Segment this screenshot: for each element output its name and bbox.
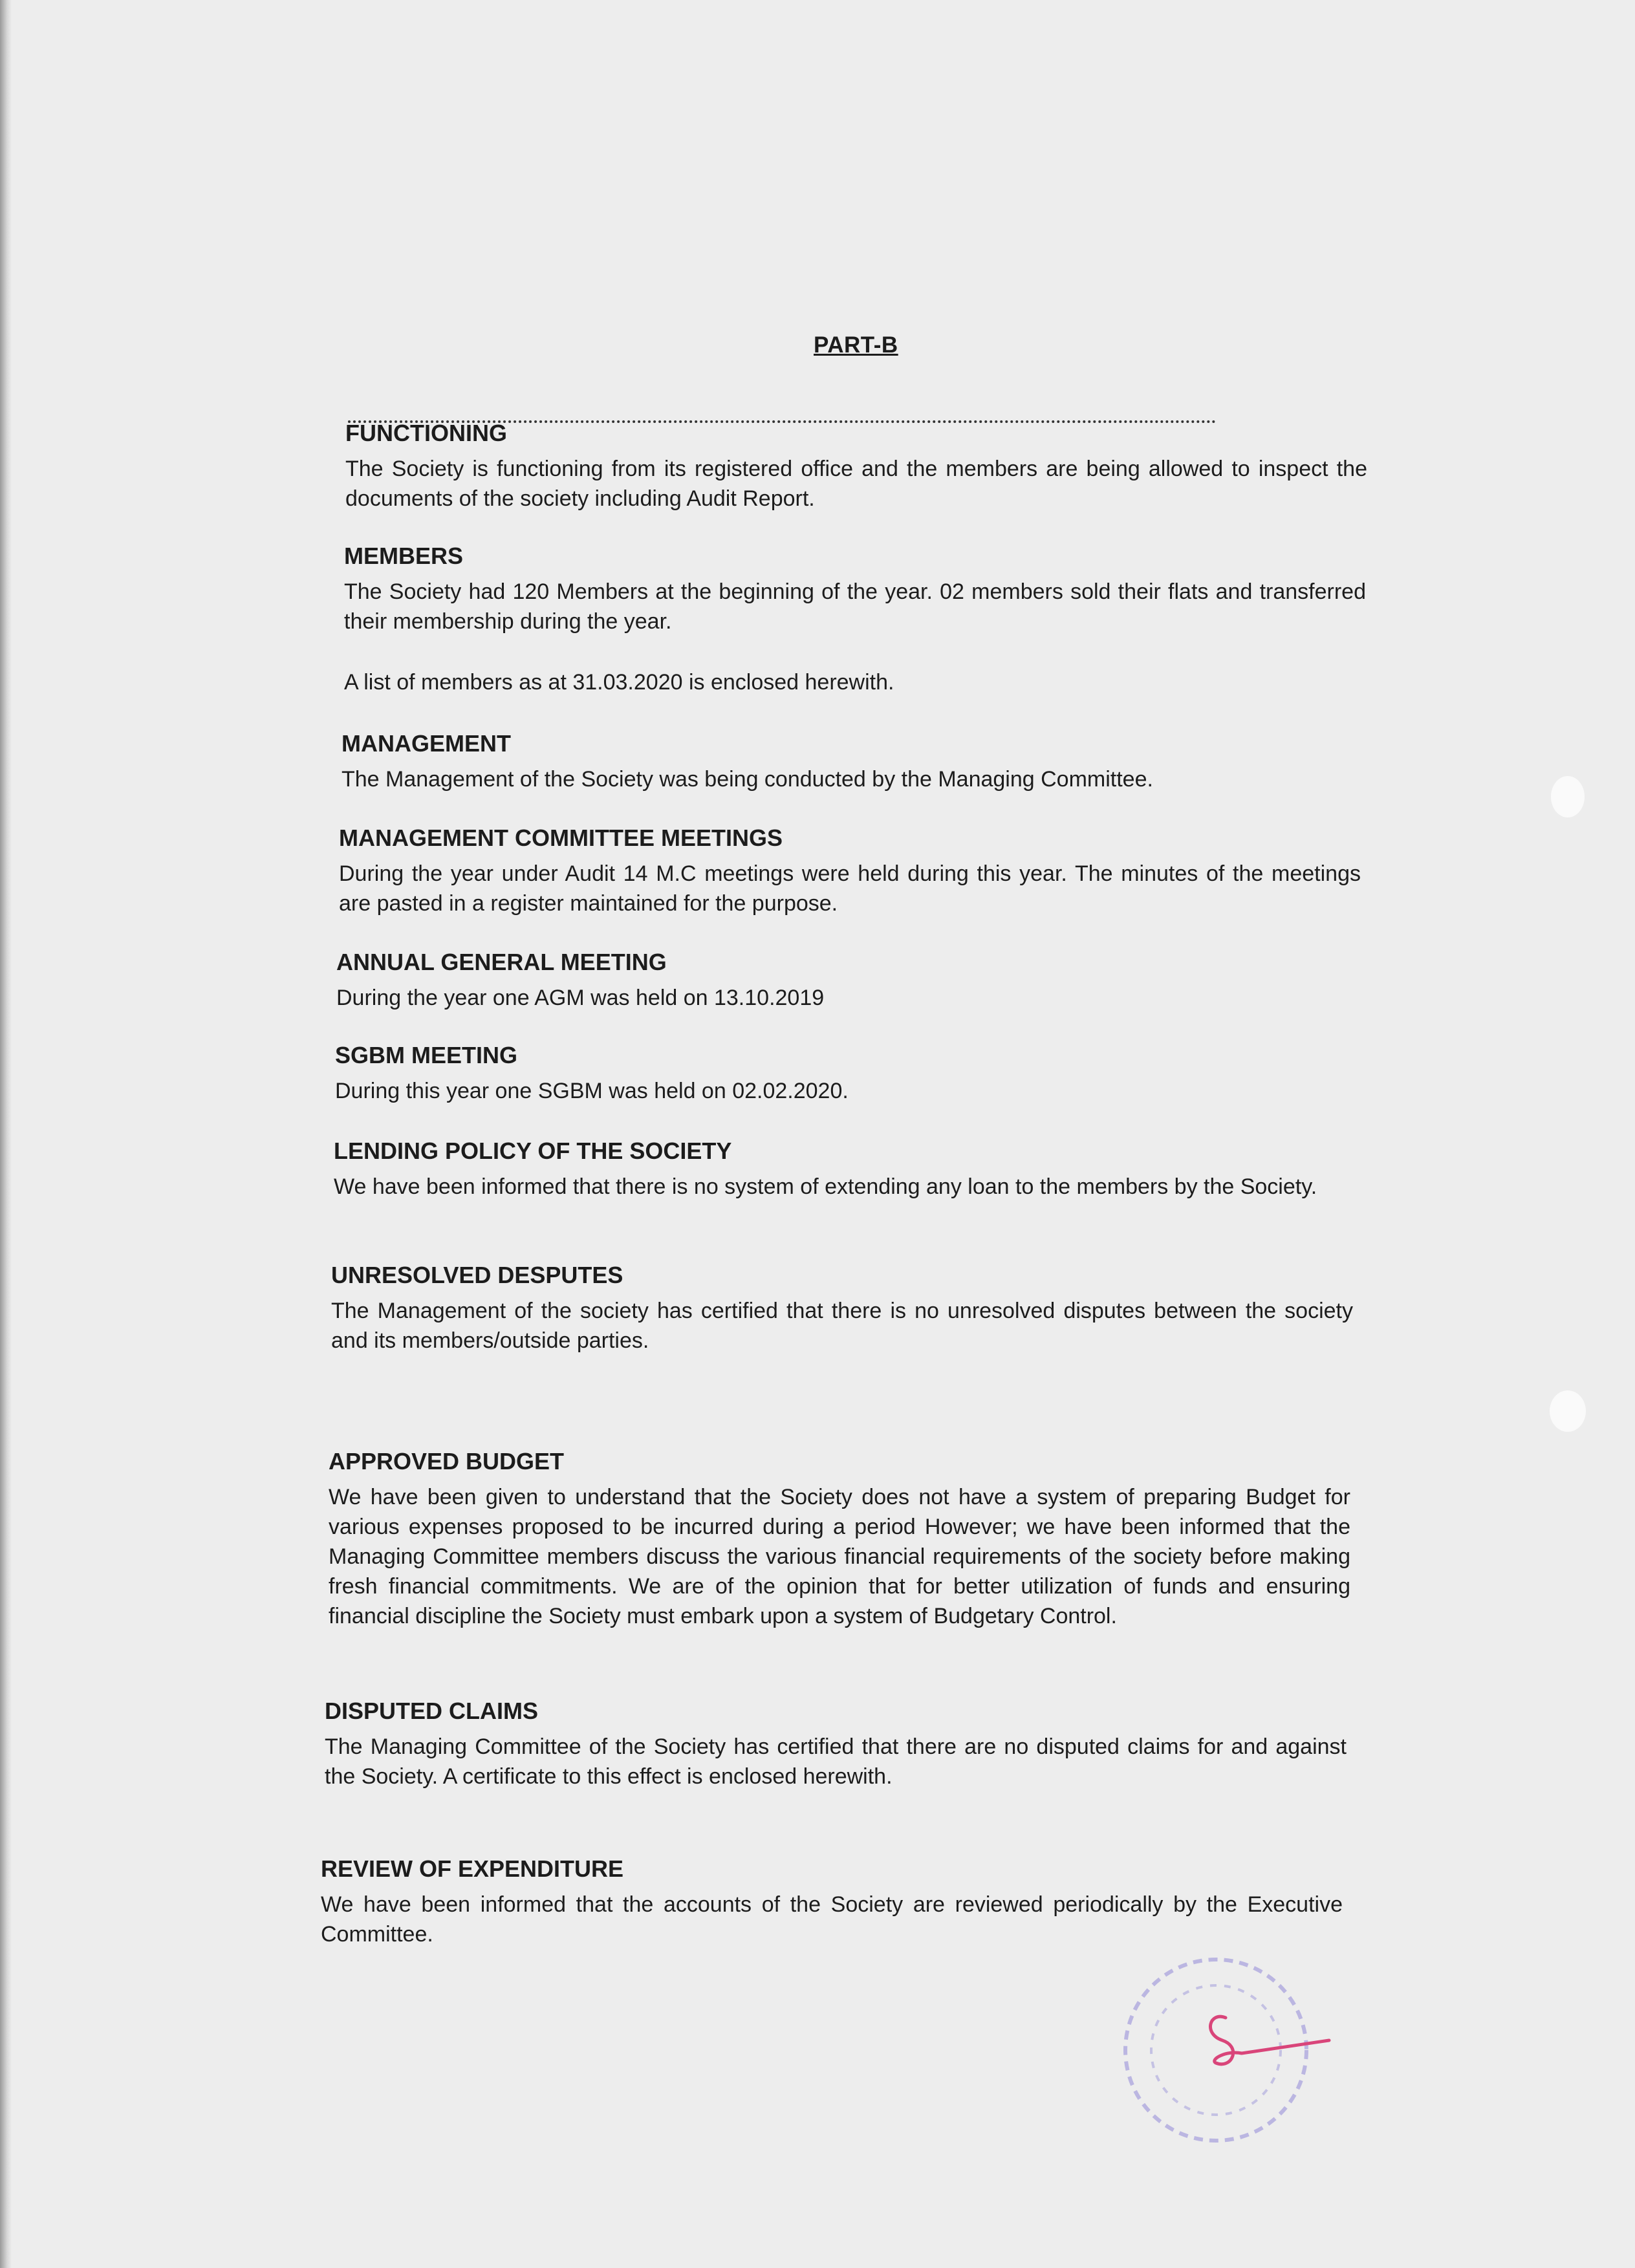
section-paragraph: During the year one AGM was held on 13.10.2019: [336, 986, 825, 1010]
society-seal-stamp: [1112, 1943, 1332, 2157]
section-sgbm-meeting: [335, 1041, 1357, 1106]
section-approved-budget: [329, 1447, 1350, 1631]
section-heading: FUNCTIONING: [345, 420, 507, 446]
section-paragraph: During the year under Audit 14 M.C meetings were held during this year. The minutes of the meetings are pasted in a register maintained for the purpose.: [339, 861, 1361, 916]
section-heading: MEMBERS: [344, 543, 464, 569]
section-management-committee-meetings: [339, 824, 1361, 918]
page-title: PART-B: [814, 332, 898, 358]
section-members: [344, 542, 1366, 697]
section-heading: APPROVED BUDGET: [329, 1448, 565, 1474]
section-heading: SGBM MEETING: [335, 1042, 518, 1068]
scan-speck: [1551, 776, 1585, 817]
section-paragraph: The Management of the society has certified that there is no unresolved disputes between the society and its members/outside parties.: [331, 1299, 1353, 1353]
section-paragraph: The Society is functioning from its registered office and the members are being allowed to inspect the documents of the society including Audit Report.: [345, 457, 1367, 511]
section-heading: DISPUTED CLAIMS: [325, 1698, 539, 1724]
section-heading: ANNUAL GENERAL MEETING: [336, 949, 667, 975]
section-paragraph: During this year one SGBM was held on 02.02.2020.: [335, 1079, 849, 1103]
section-functioning: [345, 419, 1367, 513]
scan-speck: [1550, 1390, 1586, 1432]
section-paragraph: We have been given to understand that the Society does not have a system of preparing Budget for various expenses proposed to be incurred during a period However; we have been informed that the Managing Committee members discuss the various financial requirements of the society before making fresh financial commitments. We are of the opinion that for better utilization of funds and ensuring financial discipline the Society must embark upon a system of Budgetary Control.: [329, 1485, 1350, 1628]
section-review-of-expenditure: [321, 1855, 1343, 1949]
section-paragraph: The Management of the Society was being conducted by the Managing Committee.: [341, 767, 1153, 792]
section-lending-policy: [334, 1137, 1356, 1202]
section-paragraph: We have been informed that the accounts of the Society are reviewed periodically by the Executive Committee.: [321, 1892, 1343, 1947]
section-paragraph: A list of members as at 31.03.2020 is enclosed herewith.: [344, 670, 894, 695]
section-heading: REVIEW OF EXPENDITURE: [321, 1855, 624, 1882]
section-annual-general-meeting: [336, 948, 1358, 1013]
section-paragraph: The Society had 120 Members at the beginning of the year. 02 members sold their flats and transferred their membership during the year.: [344, 579, 1366, 634]
section-heading: LENDING POLICY OF THE SOCIETY: [334, 1138, 732, 1164]
section-disputed-claims: [325, 1697, 1347, 1791]
scan-edge: [0, 0, 12, 2268]
signature-mark: [1210, 2016, 1329, 2064]
section-paragraph: The Managing Committee of the Society has certified that there are no disputed claims for and against the Society. A certificate to this effect is enclosed herewith.: [325, 1734, 1347, 1789]
section-paragraph: We have been informed that there is no system of extending any loan to the members by the Society.: [334, 1174, 1317, 1199]
section-heading: MANAGEMENT COMMITTEE MEETINGS: [339, 825, 783, 851]
section-heading: MANAGEMENT: [341, 730, 511, 757]
section-unresolved-disputes: [331, 1261, 1353, 1355]
section-management: [341, 729, 1363, 794]
section-heading: UNRESOLVED DESPUTES: [331, 1262, 623, 1288]
